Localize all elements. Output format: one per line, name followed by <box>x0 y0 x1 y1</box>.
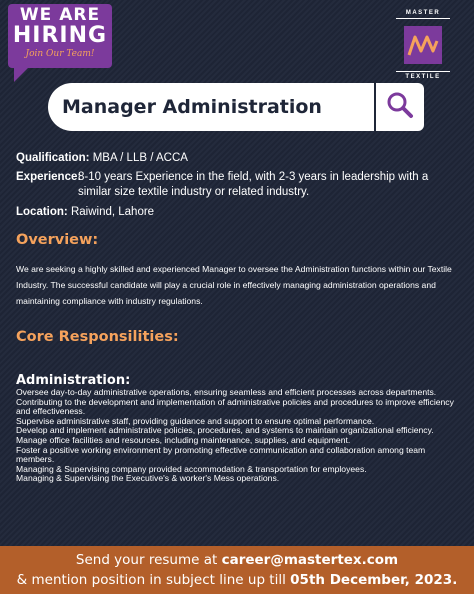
footer-line1 <box>0 546 474 570</box>
deadline-date: 05th December, 2023. <box>290 572 458 588</box>
list-item: Foster a positive working environment by promoting effective communication and collaboration among team members. <box>16 444 426 465</box>
list-item: Managing & Supervising the Executive's & worker's Mess operations. <box>16 473 280 484</box>
search-button[interactable] <box>374 83 424 131</box>
badge-line1: WE ARE <box>19 5 101 25</box>
hiring-badge <box>8 4 112 68</box>
job-title-bar <box>48 83 424 131</box>
location-row <box>16 205 154 220</box>
qualification-value: MBA / LLB / ACCA <box>92 152 188 164</box>
list-item: Contributing to the development and implementation of administrative policies and procedures to improve efficiency and effectiveness. <box>16 396 454 417</box>
footer-line2 <box>0 570 474 590</box>
qualification-row <box>16 151 188 166</box>
overview-text: We are seeking a highly skilled and experienced Manager to oversee the Administration functions within our Textile Industry. The successful candidate will play a crucial role in effectively managing administration operations and maintaining compliance with industry regulations. <box>16 264 452 306</box>
badge-tagline: Join Our Team! <box>25 49 95 59</box>
logo-mark-icon <box>404 26 442 64</box>
experience-value: 8-10 years Experience in the field, with 2-3 years in leadership with a similar size textile industry or related industry. <box>78 171 429 198</box>
experience-row <box>16 170 456 202</box>
list-item: Supervise administrative staff, providing guidance and support to ensure optimal performance. <box>16 415 375 426</box>
list-item: Oversee day-to-day administrative operations, ensuring seamless and efficient processes across departments. <box>16 387 437 397</box>
location-value: Raiwind, Lahore <box>70 206 155 218</box>
experience-label: Experience: <box>16 171 82 183</box>
list-item: Managing & Supervising company provided accommodation & transportation for employees. <box>16 463 367 474</box>
list-item: Develop and implement administrative policies, procedures, and systems to maintain organizational efficiency. <box>16 425 434 436</box>
search-icon <box>386 91 414 124</box>
logo-top-text: MASTER <box>405 10 441 16</box>
footer-mention-text: & mention position in subject line up till <box>16 572 286 588</box>
company-logo <box>396 10 450 80</box>
logo-bottom-text: TEXTILE <box>405 74 441 80</box>
overview-heading: Overview: <box>16 232 99 248</box>
badge-line2: HIRING <box>12 23 108 48</box>
qualification-label: Qualification: <box>16 152 90 164</box>
administration-subheading: Administration: <box>16 373 131 388</box>
location-label: Location: <box>16 206 68 218</box>
responsibilities-heading: Core Responsilities: <box>16 329 179 345</box>
footer-banner <box>0 546 474 594</box>
list-item: Manage office facilities and resources, including maintenance, supplies, and equipment. <box>16 434 351 445</box>
responsibilities-list <box>16 388 462 484</box>
job-title: Manager Administration <box>62 96 322 118</box>
career-email-link[interactable]: career@mastertex.com <box>221 552 399 568</box>
footer-send-text: Send your resume at <box>75 552 218 568</box>
